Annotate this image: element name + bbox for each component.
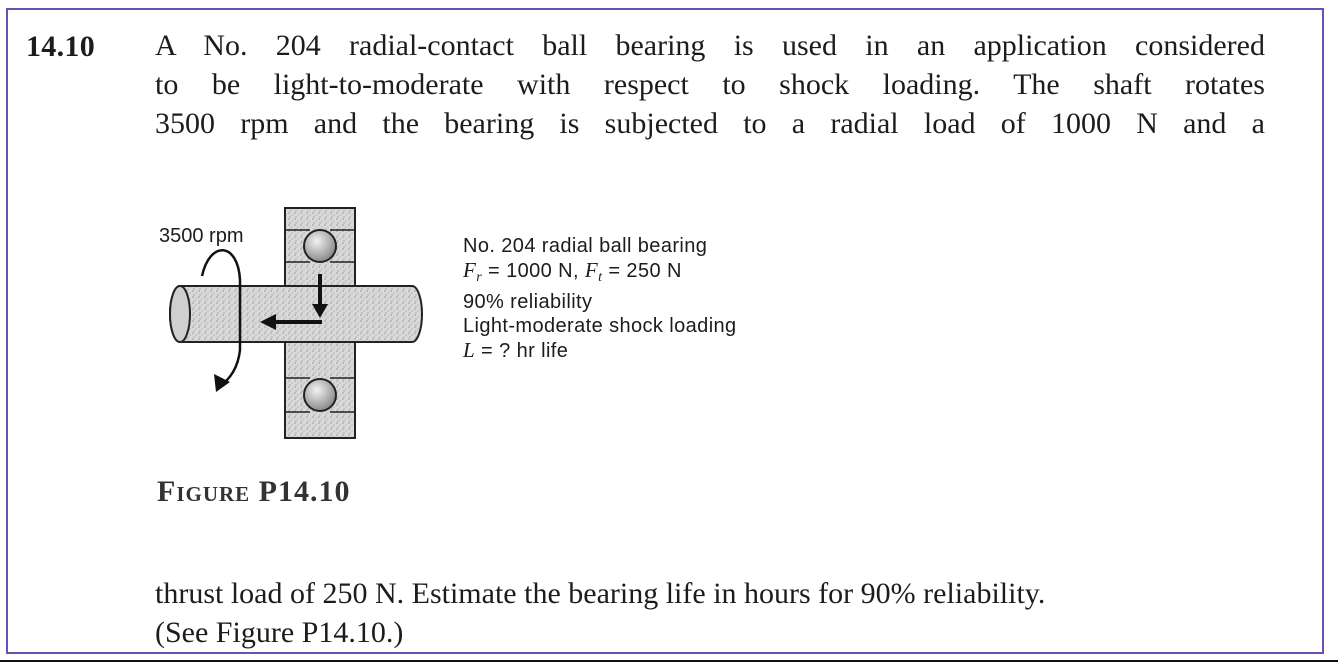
spec-shock: Light-moderate shock loading [463, 315, 737, 337]
problem-intro [155, 26, 1265, 143]
figure-p14-10 [150, 200, 850, 450]
fr-value: = 1000 N, [482, 260, 585, 282]
figure-caption: Figure P14.10 [157, 475, 351, 508]
ft-symbol: F [584, 258, 599, 282]
intro-line-2: to be light-to-moderate with respect to shock loading. The shaft rotates [155, 68, 1265, 101]
intro-line-3: 3500 rpm and the bearing is subjected to a radial load of 1000 N and a [155, 107, 1265, 140]
speed-label: 3500 rpm [159, 225, 244, 247]
spec-life [463, 338, 737, 363]
spec-loads [463, 258, 737, 290]
intro-line-1: A No. 204 radial-contact ball bearing is used in an application considered [155, 29, 1265, 62]
problem-continuation [155, 574, 1265, 652]
continuation-line-2: (See Figure P14.10.) [155, 616, 404, 649]
bearing-ball-bottom [304, 379, 336, 411]
shaft [170, 286, 422, 342]
life-symbol: L [463, 338, 476, 362]
shaft-end [170, 286, 190, 342]
spec-reliability: 90% reliability [463, 291, 593, 313]
spec-bearing: No. 204 radial ball bearing [463, 235, 708, 257]
fr-sub: r [476, 270, 483, 285]
bottom-rule [0, 660, 1338, 662]
problem-number: 14.10 [26, 30, 95, 63]
continuation-line-1: thrust load of 250 N. Estimate the bearing life in hours for 90% reliability. [155, 577, 1046, 610]
figure-specs [463, 234, 737, 363]
life-value: = ? hr life [475, 340, 569, 362]
ft-sub: t [598, 270, 603, 285]
ft-value: = 250 N [602, 260, 682, 282]
bearing-ball-top [304, 230, 336, 262]
fr-symbol: F [463, 258, 477, 282]
